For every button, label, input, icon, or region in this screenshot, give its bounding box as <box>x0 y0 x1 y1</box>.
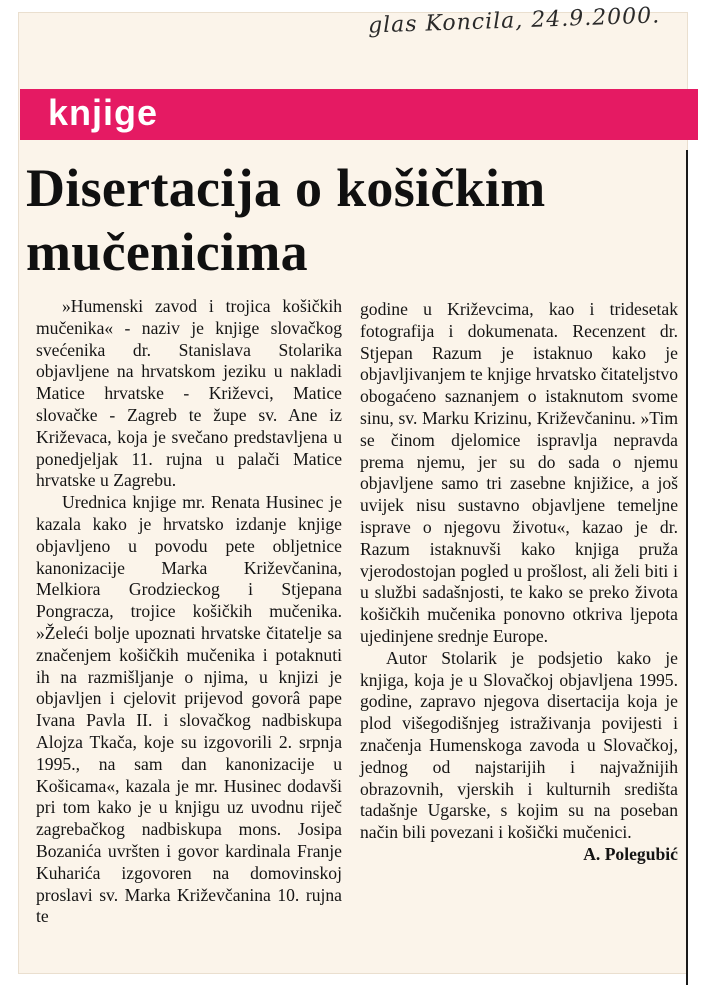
headline-line-2: mučenicima <box>26 222 308 282</box>
author-byline: A. Polegubić <box>583 843 678 864</box>
paragraph: Autor Stolarik je podsjetio kako je knjiga, koja je u Slovačkoj objavljena 1995. godine, zapravo njegova disertacija koja je plod višegodišnjeg istraživanja povijesti i značenja Humenskoga zavoda u Slovačkoj, jednog od najstarijih i najvažnijih obrazovnih, vjerskih i kulturnih središta tadašnje Ugarske, s kojim su na poseban način bili povezani i košički mučenici. <box>360 647 678 843</box>
paragraph: godine u Križevcima, kao i tridesetak fotografija i dokumenata. Recenzent dr. Stjepan Razum je istaknuo kako je objavljivanjem te knjige hrvatsko čitateljstvo obogaćeno saznanjem o istaknutom svome sinu, sv. Marku Krizinu, Križevčaninu. »Tim se činom djelomice ispravlja nepravda prema njemu, jer su do sada o njemu objavljene samo tri zasebne knjižice, a još uvijek nisu sustavno objavljene temeljne isprave o njegovu životu«, kazao je dr. Razum istaknuvši kako knjiga pruža vjerodostojan pogled u prošlost, ali želi biti i u službi sadašnjosti, te kako se preko života košičkih mučenika ponovno otkriva ljepota ujedinjene srednje Europe. <box>360 299 678 646</box>
article-column-left <box>36 296 342 928</box>
headline-line-1: Disertacija o košičkim <box>26 158 546 218</box>
article-headline <box>26 156 676 284</box>
article-column-right <box>360 299 678 866</box>
paragraph: Urednica knjige mr. Renata Husinec je kazala kako je hrvatsko izdanje knjige objavljeno u povodu pete obljetnice kanonizacije Marka Križevčanina, Melkiora Grodzieckog i Stjepana Pongracza, trojice košičkih mučenika. »Želeći bolje upoznati hrvatske čitatelje sa značenjem košičkih mučenika i potaknuti ih na razmišljanje o njima, u knjizi je objavljen i cjelovit prijevod govorâ pape Ivana Pavla II. i slovačkog nadbiskupa Alojza Tkača, koje su izgovorili 2. srpnja 1995., na sam dan kanonizacije u Košicama«, kazala je mr. Husinec dodavši pri tom kako je u knjigu uz uvodnu riječ zagrebačkog nadbiskupa mons. Josipa Bozanića uvršten i govor kardinala Franje Kuharića izgovoren na domovinskoj proslavi sv. Marka Križevčanina 10. rujna te <box>36 492 342 927</box>
paragraph: »Humenski zavod i trojica košičkih mučenika« - naziv je knjige slovačkog svećenika dr. Stanislava Stolarika objavljene na hrvatskom jeziku u nakladi Matice hrvatske - Križevci, Matice slovačke - Zagreb te župe sv. Ane iz Križevaca, koja je svečano predstavljena u ponedjeljak 11. rujna u palači Matice hrvatske u Zagrebu. <box>36 296 342 491</box>
handwritten-source-note: glas Koncila, 24.9.2000. <box>367 3 661 39</box>
section-label: knjige <box>48 92 159 133</box>
column-rule <box>686 150 688 985</box>
